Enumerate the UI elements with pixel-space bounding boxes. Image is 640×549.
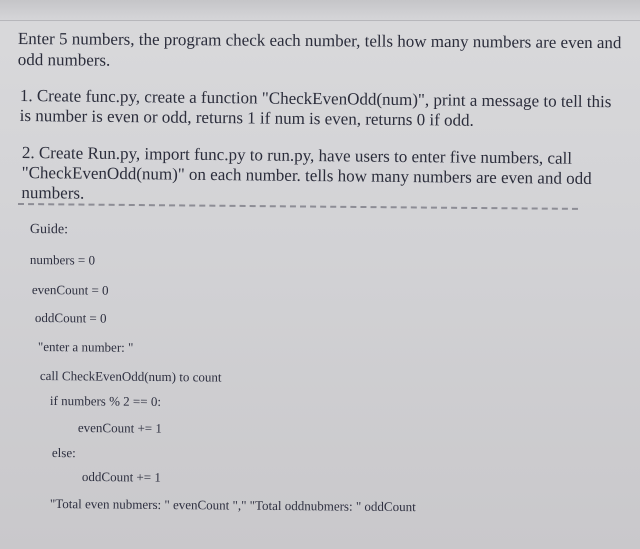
guide-title: Guide: [29, 222, 69, 238]
guide-line-enter-prompt: "enter a number: " [37, 339, 134, 355]
guide-line-total-output: "Total even nubmers: " evenCount "," "Total oddnubmers: " oddCount [49, 496, 416, 515]
intro-paragraph: Enter 5 numbers, the program check each number, tells how many numbers are even and odd numbers. [17, 28, 622, 70]
guide-line-odd-increment: oddCount += 1 [81, 469, 161, 485]
guide-line-oddcount-init: oddCount = 0 [34, 310, 107, 326]
guide-line-if-condition: if numbers % 2 == 0: [49, 393, 162, 409]
guide-line-evencount-init: evenCount = 0 [31, 282, 109, 298]
guide-line-call-function: call CheckEvenOdd(num) to count [39, 368, 222, 385]
task-2-paragraph: 2. Create Run.py, import func.py to run.py, have users to enter five numbers, call "CheckEvenOdd(num)" on each number. tells how many numbers are even and odd numbers. [21, 143, 592, 203]
task-1-paragraph: 1. Create func.py, create a function "CheckEvenOdd(num)", print a message to tell this is number is even or odd, returns 1 if num is even, returns 0 if odd. [19, 86, 612, 130]
guide-line-even-increment: evenCount += 1 [77, 420, 162, 436]
guide-line-else: else: [51, 445, 76, 461]
guide-line-numbers-init: numbers = 0 [29, 252, 96, 268]
